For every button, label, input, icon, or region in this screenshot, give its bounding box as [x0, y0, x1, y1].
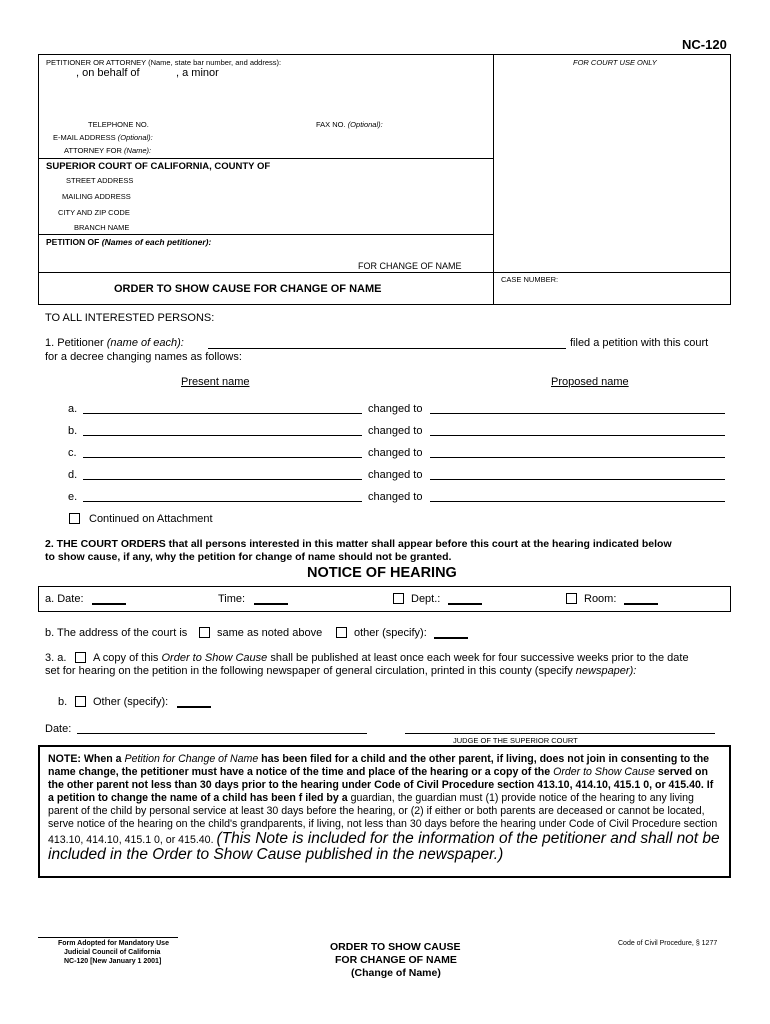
- minor-text[interactable]: , a minor: [176, 67, 219, 79]
- item3b-prefix: b.: [58, 696, 68, 708]
- case-number-rule: [38, 272, 731, 273]
- header-bottom-rule: [38, 304, 731, 305]
- item3a-text2: shall be published at least once each week for four successive weeks prior to the date: [270, 652, 689, 664]
- footer-title2: FOR CHANGE OF NAME: [335, 954, 457, 966]
- proposed-name-field-a[interactable]: [430, 413, 725, 414]
- address-label: b. The address of the court is: [45, 627, 188, 639]
- note-italic-2: Order to Show Cause: [553, 766, 655, 778]
- signature-date-label: Date:: [45, 723, 72, 735]
- row-letter: e.: [68, 491, 78, 503]
- adopted-line3: NC-120 [New January 1 2001]: [64, 958, 162, 965]
- present-name-field-e[interactable]: [83, 501, 362, 502]
- present-name-header: Present name: [181, 376, 250, 388]
- continued-label: Continued on Attachment: [89, 513, 213, 525]
- present-name-field-b[interactable]: [83, 435, 362, 436]
- note-italic-1: Petition for Change of Name: [124, 753, 259, 765]
- note-box: [38, 745, 731, 878]
- row-letter: d.: [68, 469, 78, 481]
- room-field[interactable]: [624, 603, 658, 605]
- form-id: NC-120: [682, 37, 727, 52]
- petition-of-italic: (Names of each petitioner):: [101, 237, 212, 247]
- other-address-checkbox[interactable]: [336, 627, 347, 638]
- judge-signature-field[interactable]: [405, 733, 715, 734]
- proposed-name-field-c[interactable]: [430, 457, 725, 458]
- time-label: Time:: [218, 593, 246, 605]
- header-top-rule: [38, 54, 731, 55]
- case-number-label: CASE NUMBER:: [501, 275, 559, 284]
- header-right-rule: [730, 54, 731, 304]
- petition-of-label: PETITION OF: [46, 237, 100, 247]
- row-letter: b.: [68, 425, 78, 437]
- item1-prefix: 1. Petitioner: [45, 337, 104, 349]
- court-title: SUPERIOR COURT OF CALIFORNIA, COUNTY OF: [46, 161, 271, 172]
- item3a-ital2: newspaper):: [575, 665, 637, 677]
- other-address-field[interactable]: [434, 637, 468, 639]
- continued-checkbox[interactable]: [69, 513, 80, 524]
- judge-label: JUDGE OF THE SUPERIOR COURT: [453, 736, 578, 745]
- petition-section-rule: [38, 234, 494, 235]
- item3a-prefix: 3. a.: [45, 652, 67, 664]
- adopted-line2: Judicial Council of California: [64, 949, 161, 956]
- item3a-text1: A copy of this: [93, 652, 159, 664]
- time-field[interactable]: [254, 603, 288, 605]
- changed-to-label: changed to: [368, 469, 423, 481]
- changed-to-label: changed to: [368, 491, 423, 503]
- note-bold-3: served on the other parent not less than 30 days prior to the hearing under Code of Civil Procedure section 413.10, 414.10, 415.1 0, or 415.40. If a petition to change the name of a child has been f iled by a: [48, 766, 714, 804]
- row-letter: c.: [68, 447, 77, 459]
- notice-of-hearing-title: NOTICE OF HEARING: [307, 565, 457, 581]
- publish-checkbox[interactable]: [75, 652, 86, 663]
- other-publish-field[interactable]: [177, 706, 211, 708]
- mailing-address-label: MAILING ADDRESS: [62, 192, 131, 201]
- telephone-label: TELEPHONE NO.: [88, 120, 149, 129]
- item2-text: 2. THE COURT ORDERS that all persons interested in this matter shall appear before this court at the hearing indicated below: [45, 538, 672, 550]
- date-field[interactable]: [92, 603, 126, 605]
- present-name-field-c[interactable]: [83, 457, 362, 458]
- hearing-box: [38, 586, 731, 612]
- header-divider-rule: [493, 54, 494, 304]
- item1-italic: (name of each):: [106, 337, 184, 349]
- dept-field[interactable]: [448, 603, 482, 605]
- changed-to-label: changed to: [368, 403, 423, 415]
- order-title: ORDER TO SHOW CAUSE FOR CHANGE OF NAME: [114, 283, 382, 295]
- note-text: guardian, the guardian must (1) provide notice of the hearing to any living parent of the child by personal service at least 30 days before the hearing, or (2) if either or both parents are deceased or cannot be located, serve notice of the hearing on the child's grandparents, if living, not less than 30 days before the hearing under Code of Civil Procedure section 413.10, 414.10, 415.1 0, or 415.40.: [48, 792, 718, 846]
- for-change-of-name: FOR CHANGE OF NAME: [358, 261, 462, 271]
- room-checkbox[interactable]: [566, 593, 577, 604]
- email-label: E-MAIL ADDRESS: [53, 133, 116, 142]
- fax-label: FAX NO.: [316, 120, 346, 129]
- same-as-noted-label: same as noted above: [217, 627, 323, 639]
- footer-title1: ORDER TO SHOW CAUSE: [330, 941, 461, 953]
- note-bold-2: has been filed for a child and the other parent, if living, does not join in consenting to the name change, the petitioner must have a notice of the time and place of the hearing or a copy of the: [48, 753, 710, 778]
- date-label: a. Date:: [45, 593, 84, 605]
- item2-line2: to show cause, if any, why the petition for change of name should not be granted.: [45, 551, 452, 563]
- item3a-line2: set for hearing on the petition in the following newspaper of general circulation, printed in this county (specify: [45, 665, 573, 677]
- signature-date-field[interactable]: [77, 733, 367, 734]
- changed-to-label: changed to: [368, 425, 423, 437]
- room-label: Room:: [584, 593, 617, 605]
- other-specify-label: other (specify):: [354, 627, 427, 639]
- court-use-label: FOR COURT USE ONLY: [573, 58, 657, 67]
- item3b-label: Other (specify):: [93, 696, 169, 708]
- present-name-field-d[interactable]: [83, 479, 362, 480]
- other-publish-checkbox[interactable]: [75, 696, 86, 707]
- to-all-persons: TO ALL INTERESTED PERSONS:: [45, 312, 215, 324]
- court-section-rule: [38, 158, 494, 159]
- branch-name-label: BRANCH NAME: [74, 223, 130, 232]
- dept-checkbox[interactable]: [393, 593, 404, 604]
- proposed-name-field-b[interactable]: [430, 435, 725, 436]
- same-as-noted-checkbox[interactable]: [199, 627, 210, 638]
- behalf-text[interactable]: , on behalf of: [76, 67, 140, 79]
- fax-optional: (Optional):: [347, 120, 383, 129]
- proposed-name-header: Proposed name: [551, 376, 629, 388]
- note-bold-1: NOTE: When a: [48, 753, 122, 765]
- present-name-field-a[interactable]: [83, 413, 362, 414]
- city-zip-label: CITY AND ZIP CODE: [58, 208, 130, 217]
- footer-rule: [38, 937, 178, 938]
- street-address-label: STREET ADDRESS: [66, 176, 134, 185]
- footer-title3: (Change of Name): [351, 967, 441, 979]
- dept-label: Dept.:: [411, 593, 441, 605]
- item3a-ital1: Order to Show Cause: [161, 652, 268, 664]
- email-optional: (Optional):: [117, 133, 153, 142]
- proposed-name-field-e[interactable]: [430, 501, 725, 502]
- attorney-for-label: ATTORNEY FOR: [64, 146, 122, 155]
- header-left-rule: [38, 54, 39, 304]
- code-citation: Code of Civil Procedure, § 1277: [618, 940, 718, 947]
- petitioner-label: PETITIONER OR ATTORNEY (Name, state bar number, and address):: [46, 58, 282, 67]
- attorney-for-name: (Name):: [124, 146, 152, 155]
- item1-suffix: filed a petition with this court: [570, 337, 709, 349]
- item1-line2: for a decree changing names as follows:: [45, 351, 242, 363]
- note-large-text: (This Note is included for the information of the petitioner and shall not be included in the Order to Show Cause published in the newspaper.): [48, 830, 720, 863]
- adopted-line1: Form Adopted for Mandatory Use: [58, 940, 169, 947]
- changed-to-label: changed to: [368, 447, 423, 459]
- petitioner-name-field[interactable]: [208, 348, 566, 349]
- proposed-name-field-d[interactable]: [430, 479, 725, 480]
- row-letter: a.: [68, 403, 78, 415]
